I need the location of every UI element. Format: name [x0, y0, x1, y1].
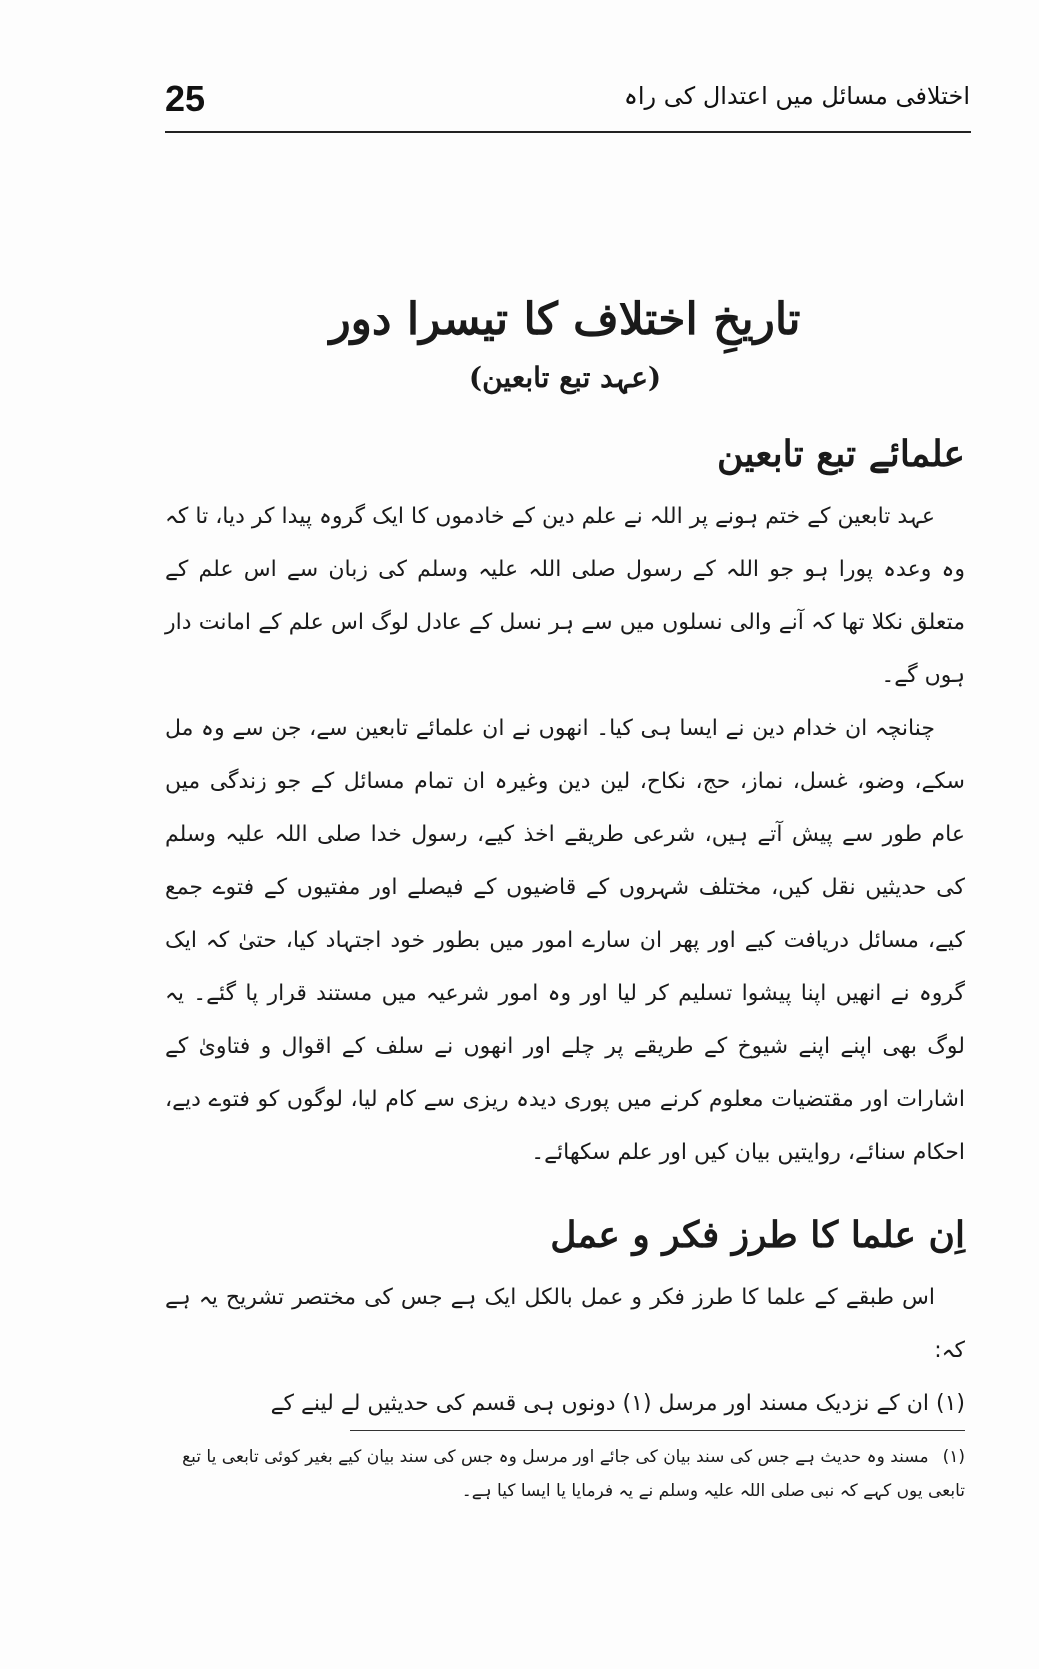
footnote [165, 1440, 965, 1508]
header-rule [165, 131, 971, 133]
page-header [165, 78, 970, 128]
footnote-marker: (۱) [942, 1447, 965, 1467]
footnote-rule [350, 1430, 965, 1431]
chapter-title: تاریخِ اختلاف کا تیسرا دور [329, 294, 801, 345]
section-heading-scholars: علمائے تبع تابعین [716, 433, 965, 475]
page-number: 25 [165, 78, 206, 119]
chapter-subtitle: (عہد تبع تابعین) [468, 361, 662, 394]
section-heading-approach: اِن علما کا طرز فکر و عمل [550, 1214, 965, 1256]
footnote-text: مسند وہ حدیث ہے جس کی سند بیان کی جائے اور مرسل وہ جس کی سند بیان کیے بغیر کوئی تابعی یا تبع تابعی یوں کہے کہ نبی صلی اللہ علیہ وسلم نے یہ فرمایا یا ایسا کیا ہے۔ [182, 1447, 965, 1501]
running-title: اختلافی مسائل میں اعتدال کی راہ [623, 82, 970, 110]
page-body [165, 240, 965, 1430]
paragraph-point-1: (۱) ان کے نزدیک مسند اور مرسل (۱) دونوں ہی قسم کی حدیثیں لے لینے کے [270, 1391, 965, 1416]
paragraph-intro: اس طبقے کے علما کا طرز فکر و عمل بالکل ایک ہے جس کی مختصر تشریح یہ ہے کہ: [165, 1285, 965, 1363]
paragraph-2: چنانچہ ان خدام دین نے ایسا ہی کیا۔ انھوں نے ان علمائے تابعین سے، جن سے وہ مل سکے، وضو، غسل، نماز، حج، نکاح، لین دین وغیرہ ان تمام مسائل کے جو زندگی میں عام طور سے پیش آتے ہیں، شرعی طریقے اخذ کیے، رسول خدا صلی اللہ علیہ وسلم کی حدیثیں نقل کیں، مختلف شہروں کے قاضیوں کے فیصلے اور مفتیوں کے فتوے جمع کیے، مسائل دریافت کیے اور پھر ان سارے امور میں بطور خود اجتہاد کیا، حتیٰ کہ ایک گروہ نے انھیں اپنا پیشوا تسلیم کر لیا اور وہ امور شرعیہ میں مستند قرار پا گئے۔ یہ لوگ بھی اپنے اپنے شیوخ کے طریقے پر چلے اور انھوں نے سلف کے اقوال و فتاویٰ کے اشارات اور مقتضیات معلوم کرنے میں پوری دیدہ ریزی سے کام لیا، لوگوں کو فتوے دیے، احکام سنائے، روایتیں بیان کیں اور علم سکھائے۔ [165, 716, 965, 1165]
paragraph-1: عہد تابعین کے ختم ہونے پر اللہ نے علم دین کے خادموں کا ایک گروہ پیدا کر دیا، تا کہ وہ وعدہ پورا ہو جو اللہ کے رسول صلی اللہ علیہ وسلم کی زبان سے اس علم کے متعلق نکلا تھا کہ آنے والی نسلوں میں سے ہر نسل کے عادل لوگ اس علم کے امانت دار ہوں گے۔ [165, 504, 965, 688]
